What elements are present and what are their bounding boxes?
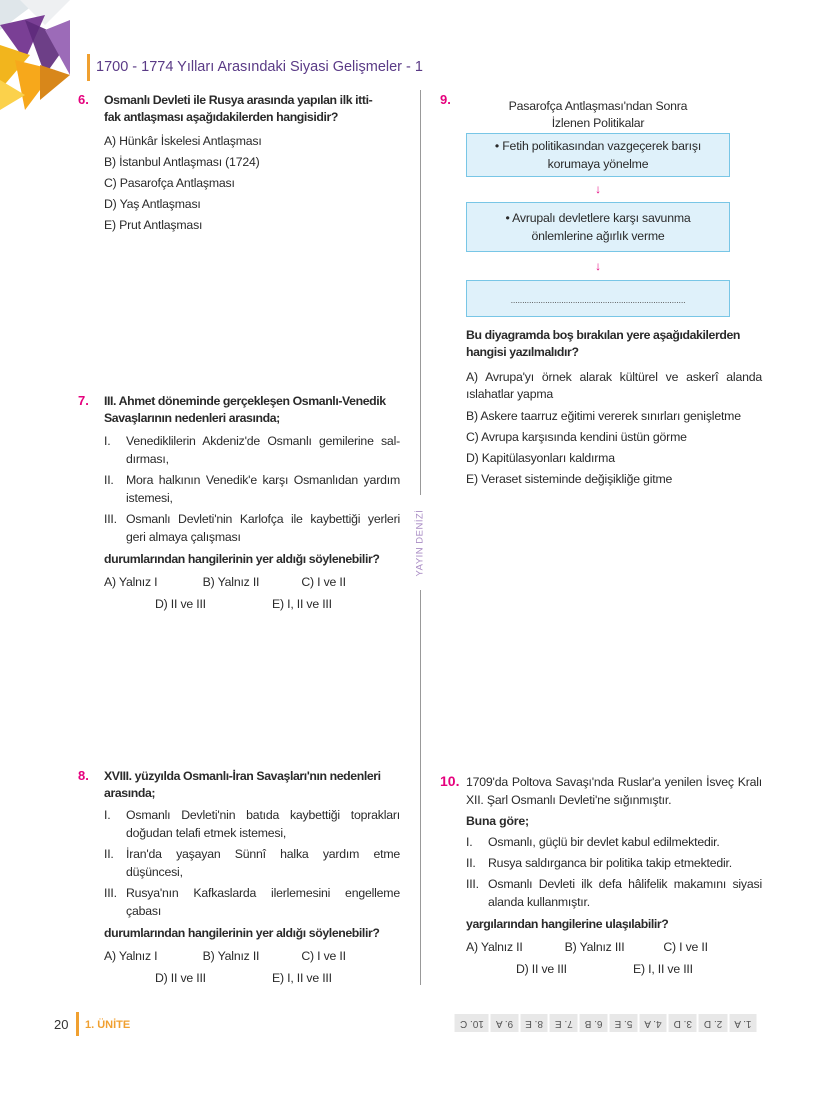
option-c[interactable]: C) Avrupa karşısında kendini üstün görme [466, 430, 687, 444]
roman-item [104, 845, 400, 881]
arrow-down-icon: ↓ [595, 259, 601, 273]
roman-item [104, 432, 400, 468]
answer-key-item: 8. E [520, 1014, 548, 1032]
diagram-title-line: İzlenen Politikalar [551, 116, 645, 130]
option-d[interactable]: D) II ve III [155, 971, 206, 985]
option-d[interactable]: D) Yaş Antlaşması [104, 197, 201, 211]
question-6 [78, 92, 400, 236]
option-a[interactable]: A) Avrupa'yı örnek alarak kültürel ve askerî alanda ıslahatlar yapma [466, 370, 762, 401]
question-prompt: yargılarından hangilerine ulaşılabilir? [466, 917, 669, 931]
roman-numeral: III. [104, 886, 117, 900]
stem-line: III. Ahmet döneminde gerçekleşen Osmanlı-Venedik [104, 394, 386, 408]
answer-key-item: 7. E [550, 1014, 578, 1032]
question-prompt: durumlarından hangilerinin yer aldığı söylenebilir? [104, 552, 380, 566]
stem-line: Osmanlı Devleti ile Rusya arasında yapılan ilk itti- [104, 93, 373, 107]
option-b[interactable]: B) Yalnız II [202, 575, 260, 589]
question-number: 9. [440, 92, 451, 107]
question-9 [440, 92, 762, 490]
question-number: 7. [78, 393, 89, 408]
option-b[interactable]: B) Askere taarruz eğitimi vererek sınırları genişletme [466, 409, 741, 423]
option-e[interactable]: E) I, II ve III [272, 971, 332, 985]
header-accent-bar [87, 54, 90, 81]
option-a[interactable]: A) Yalnız I [104, 949, 158, 963]
option-a[interactable]: A) Hünkâr İskelesi Antlaşması [104, 134, 262, 148]
question-7 [78, 393, 400, 614]
stem-line: Bu diyagramda boş bırakılan yere aşağıdakilerden [466, 328, 740, 342]
option-d[interactable]: D) II ve III [155, 597, 206, 611]
roman-numeral: II. [104, 847, 114, 861]
question-intro: 1709'da Poltova Savaşı'nda Ruslar'a yenilen İsveç Kralı XII. Şarl Osmanlı Devleti'ne sığınmıştır. [466, 775, 762, 807]
answer-key-item: 1. A [729, 1014, 756, 1032]
question-8 [78, 768, 400, 988]
roman-numeral: II. [104, 473, 114, 487]
box-line: • Fetih politikasından vazgeçerek barışı [494, 139, 702, 153]
question-lead: Buna göre; [466, 814, 529, 828]
question-stem [104, 768, 400, 802]
option-a[interactable]: A) Yalnız I [104, 575, 158, 589]
answer-key-item: 3. D [669, 1014, 697, 1032]
options-row [466, 937, 762, 957]
diagram-title-line: Pasarofça Antlaşması'ndan Sonra [508, 99, 688, 113]
roman-item [104, 510, 400, 546]
answer-key-item: 4. A [639, 1014, 666, 1032]
answer-key-item: 10. C [455, 1014, 489, 1032]
item-text: Mora halkının Venedik'e karşı Osmanlıdan yardım istemesi, [126, 473, 400, 505]
option-a[interactable]: A) Yalnız II [466, 940, 523, 954]
answer-key [455, 1014, 757, 1032]
roman-item [466, 854, 762, 872]
answer-key-item: 5. E [610, 1014, 638, 1032]
stem-line: arasında; [104, 786, 156, 800]
options-row [104, 946, 400, 966]
question-stem [104, 393, 400, 427]
options-row [104, 572, 400, 592]
roman-numeral: II. [466, 856, 476, 870]
option-e[interactable]: E) Veraset sisteminde değişikliğe gitme [466, 472, 673, 486]
column-divider [420, 90, 421, 495]
page-title: 1700 - 1774 Yılları Arasındaki Siyasi Gelişmeler - 1 [96, 59, 423, 75]
diagram-title [466, 92, 730, 132]
roman-numeral: III. [466, 877, 479, 891]
option-c[interactable]: C) I ve II [301, 575, 346, 589]
item-text: Osmanlı Devleti ilk defa hâlifelik makamını siyasi alanda kullanmıştır. [488, 877, 762, 909]
roman-item [104, 884, 400, 920]
roman-numeral: I. [104, 434, 111, 448]
item-text: Osmanlı, güçlü bir devlet kabul edilmektedir. [488, 835, 720, 849]
roman-item [104, 806, 400, 842]
arrow-down-icon: ↓ [595, 182, 601, 196]
question-number: 6. [78, 92, 89, 107]
answer-key-item: 9. A [491, 1014, 518, 1032]
options-list [466, 406, 762, 490]
item-text: Venediklilerin Akdeniz'de Osmanlı gemilerine sal-dırması, [126, 434, 400, 466]
publisher-side-label: YAYIN DENİZİ [414, 509, 426, 577]
stem-line: hangisi yazılmalıdır? [466, 345, 579, 359]
stem-line: Savaşlarının nedenleri arasında; [104, 411, 280, 425]
blank-line: ............................................................................ [510, 295, 686, 305]
footer-accent-bar [76, 1012, 79, 1036]
diagram-box [466, 133, 730, 177]
item-text: Rusya saldırganca bir politika takip etmektedir. [488, 856, 732, 870]
stem-line: XVIII. yüzyılda Osmanlı-İran Savaşları'nın nedenleri [104, 769, 381, 783]
item-text: Osmanlı Devleti'nin batıda kaybettiği toprakları doğudan telafi etmek istemesi, [126, 808, 400, 840]
question-stem [466, 327, 762, 361]
question-10 [440, 773, 762, 979]
option-c[interactable]: C) I ve II [663, 940, 708, 954]
box-line: korumaya yönelme [547, 157, 649, 171]
roman-numeral: I. [104, 808, 111, 822]
question-number: 8. [78, 768, 89, 783]
diagram-box [466, 202, 730, 252]
roman-item [466, 875, 762, 911]
item-text: Osmanlı Devleti'nin Karlofça ile kaybettiği yerleri geri almaya çalışması [126, 512, 400, 544]
option-e[interactable]: E) Prut Antlaşması [104, 218, 203, 232]
option-e[interactable]: E) I, II ve III [633, 962, 693, 976]
roman-numeral: I. [466, 835, 473, 849]
column-divider [420, 590, 421, 985]
question-number: 10. [440, 773, 460, 789]
roman-numeral: III. [104, 512, 117, 526]
answer-key-item: 2. D [699, 1014, 727, 1032]
option-b[interactable]: B) İstanbul Antlaşması (1724) [104, 155, 260, 169]
option-e[interactable]: E) I, II ve III [272, 597, 332, 611]
question-prompt: durumlarından hangilerinin yer aldığı söylenebilir? [104, 926, 380, 940]
stem-line: fak antlaşması aşağıdakilerden hangisidir? [104, 110, 339, 124]
options-row [104, 594, 400, 614]
item-text: Rusya'nın Kafkaslarda ilerlemesini engelleme çabası [126, 886, 400, 918]
page-number: 20 [54, 1017, 69, 1032]
item-text: İran'da yaşayan Sünnî halka yardım etme düşüncesi, [126, 847, 400, 879]
option-c[interactable]: C) I ve II [301, 949, 346, 963]
option-b[interactable]: B) Yalnız II [202, 949, 260, 963]
options-row [104, 968, 400, 988]
option-d[interactable]: D) Kapitülasyonları kaldırma [466, 451, 615, 465]
answer-key-item: 6. B [580, 1014, 608, 1032]
box-line: • Avrupalı devletlere karşı savunma [505, 211, 691, 225]
option-b[interactable]: B) Yalnız III [564, 940, 625, 954]
roman-item [466, 833, 762, 851]
unit-label: 1. ÜNİTE [85, 1019, 131, 1031]
option-d[interactable]: D) II ve III [516, 962, 567, 976]
question-stem [104, 92, 400, 126]
options-list [104, 131, 400, 236]
option-c[interactable]: C) Pasarofça Antlaşması [104, 176, 235, 190]
blank-diagram-box [466, 280, 730, 317]
options-row [466, 959, 762, 979]
decorative-triangles [0, 0, 90, 115]
box-line: önlemlerine ağırlık verme [531, 229, 665, 243]
roman-item [104, 471, 400, 507]
